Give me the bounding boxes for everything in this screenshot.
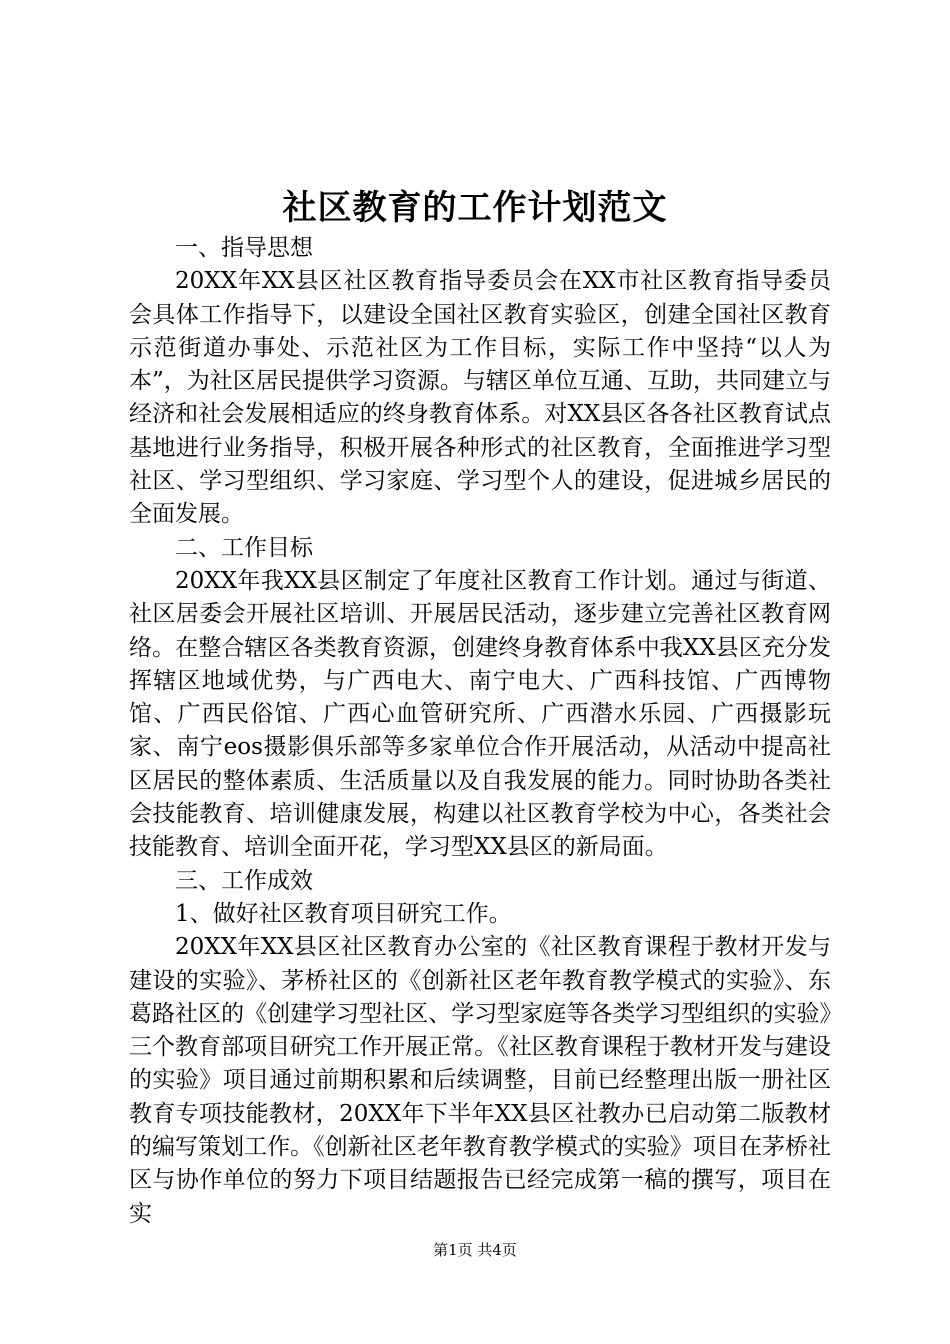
page-footer: 第1页 共4页 [433, 1241, 517, 1259]
document-body [129, 232, 831, 1231]
section-heading-guiding-ideology: 一、指导思想 [175, 235, 313, 261]
document-title: 社区教育的工作计划范文 [282, 188, 668, 228]
section-heading-work-goals: 二、工作目标 [175, 534, 313, 561]
paragraph-guiding-ideology: 20XX年XX县区社区教育指导委员会在XX市社区教育指导委员会具体工作指导下，以建设全国社区教育实验区，创建全国社区教育示范街道办事处、示范社区为工作目标，实际工作中坚持“以人为本”，为社区居民提供学习资源。与辖区单位互通、互助，共同建立与经济和社会发展相适应的终身教育体系。对XX县区各各社区教育试点基地进行业务指导，积极开展各种形式的社区教育，全面推进学习型社区、学习型组织、学习家庭、学习型个人的建设，促进城乡居民的全面发展。 [129, 268, 831, 528]
section-heading-work-results: 三、工作成效 [175, 867, 313, 894]
subsection-heading-project-research: 1、做好社区教育项目研究工作。 [175, 900, 512, 927]
paragraph-work-goals: 20XX年我XX县区制定了年度社区教育工作计划。通过与街道、社区居委会开展社区培训、开展居民活动，逐步建立完善社区教育网络。在整合辖区各类教育资源，创建终身教育体系中我XX县区充分发挥辖区地域优势，与广西电大、南宁电大、广西科技馆、广西博物馆、广西民俗馆、广西心血管研究所、广西潜水乐园、广西摄影玩家、南宁eos摄影俱乐部等多家单位合作开展活动，从活动中提高社区居民的整体素质、生活质量以及自我发展的能力。同时协助各类社会技能教育、培训健康发展，构建以社区教育学校为中心，各类社会技能教育、培训全面开花，学习型XX县区的新局面。 [129, 567, 831, 861]
paragraph-project-research: 20XX年XX县区社区教育办公室的《社区教育课程于教材开发与建设的实验》、茅桥社区的《创新社区老年教育教学模式的实验》、东葛路社区的《创建学习型社区、学习型家庭等各类学习型组织的实验》三个教育部项目研究工作开展正常。《社区教育课程于教材开发与建设的实验》项目通过前期积累和后续调整，目前已经整理出版一册社区教育专项技能教材，20XX年下半年XX县区社教办已启动第二版教材的编写策划工作。《创新社区老年教育教学模式的实验》项目在茅桥社区与协作单位的努力下项目结题报告已经完成第一稿的撰写，项目在实 [129, 934, 831, 1227]
